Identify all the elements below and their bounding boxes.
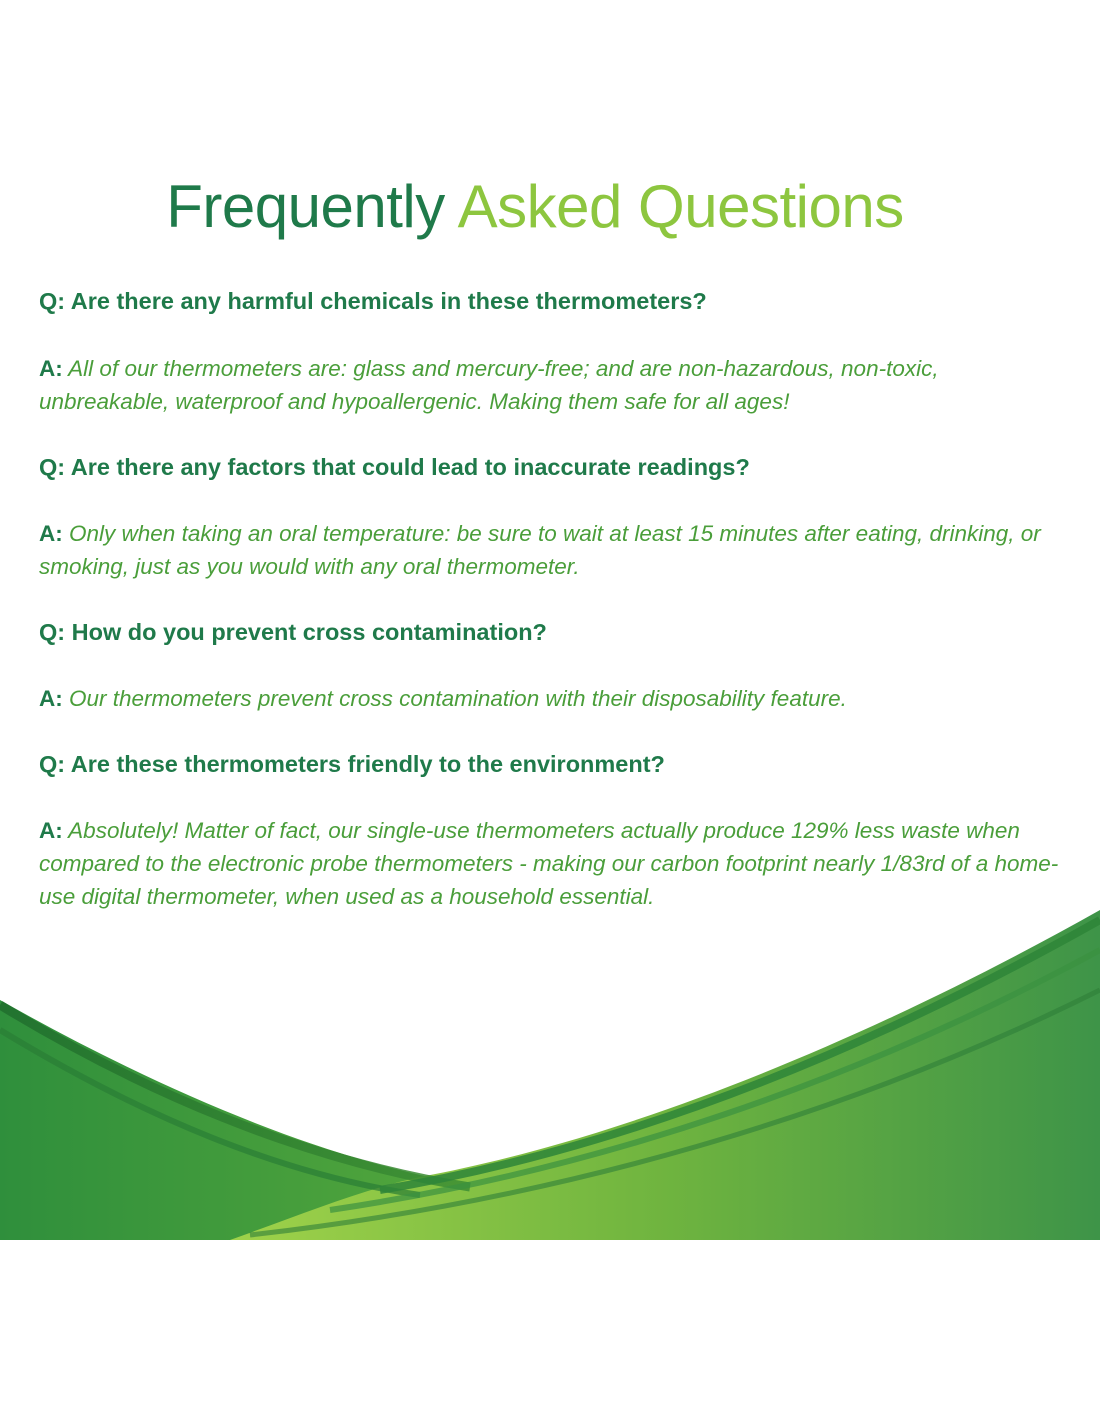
answer-text: Our thermometers prevent cross contamination with their disposability feature. (69, 686, 847, 711)
faq-answer-block-2 (39, 517, 1059, 583)
faq-question: Q: Are these thermometers friendly to the environment? (39, 751, 665, 777)
faq-item-1 (39, 286, 1059, 316)
page-title-part-1: Frequently (166, 173, 445, 240)
answer-prefix: A: (39, 686, 63, 711)
page-title (0, 172, 1070, 241)
faq-answer-block-1 (39, 352, 1059, 418)
answer-prefix: A: (39, 818, 63, 843)
faq-answer (39, 352, 1059, 418)
faq-item-4 (39, 749, 1059, 779)
faq-question: Q: Are there any factors that could lead to inaccurate readings? (39, 454, 750, 480)
faq-question: Q: How do you prevent cross contamination? (39, 619, 547, 645)
faq-answer-block-4 (39, 814, 1059, 913)
faq-question: Q: Are there any harmful chemicals in these thermometers? (39, 288, 707, 314)
answer-text: Absolutely! Matter of fact, our single-use thermometers actually produce 129% less waste when compared to the electronic probe thermometers - making our carbon footprint nearly 1/83rd of a home-use digital thermometer, when used as a household essential. (39, 818, 1059, 909)
answer-text: Only when taking an oral temperature: be sure to wait at least 15 minutes after eating, drinking, or smoking, just as you would with any oral thermometer. (39, 521, 1041, 579)
faq-item-2 (39, 452, 1059, 482)
page-title-part-2: Asked Questions (457, 173, 904, 240)
answer-prefix: A: (39, 356, 63, 381)
faq-answer (39, 517, 1059, 583)
faq-answer (39, 814, 1059, 913)
answer-prefix: A: (39, 521, 63, 546)
faq-item-3 (39, 617, 1059, 647)
decorative-green-wave (0, 905, 1100, 1240)
answer-text: All of our thermometers are: glass and mercury-free; and are non-hazardous, non-toxic, unbreakable, waterproof and hypoallergenic. Making them safe for all ages! (39, 356, 939, 414)
faq-answer-block-3 (39, 682, 1059, 715)
faq-answer (39, 682, 1059, 715)
